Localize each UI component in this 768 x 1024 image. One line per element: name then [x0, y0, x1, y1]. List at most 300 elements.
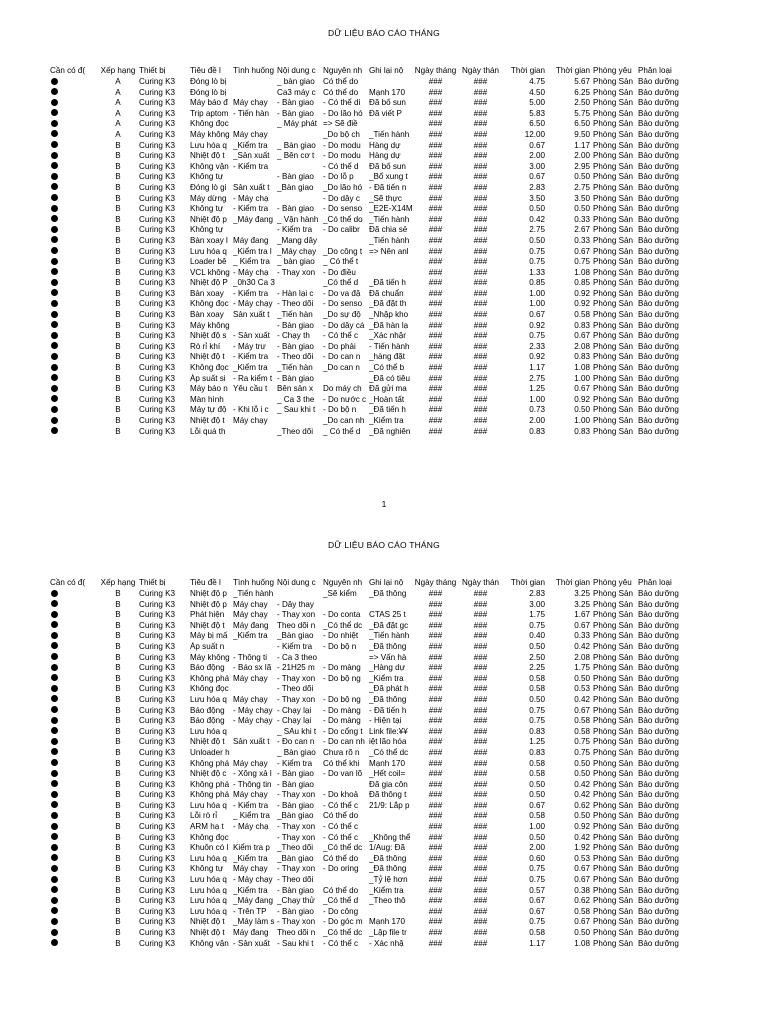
table-cell: Phòng Sản [593, 235, 634, 245]
table-header [50, 66, 722, 77]
bullet-cell [50, 215, 98, 226]
page-title: DỮ LIỆU BÁO CÁO THÁNG [328, 540, 440, 550]
table-cell: Phòng Sản [593, 917, 634, 927]
table-cell: - Máy chạy [233, 716, 273, 726]
bullet-icon [51, 78, 58, 85]
table-cell: ### [428, 363, 443, 373]
table-cell: Bảo dưỡng [638, 129, 679, 139]
table-cell: Phòng Sản [593, 843, 634, 853]
table-cell: Bảo dưỡng [638, 917, 679, 927]
table-cell: - Đã tiến h [369, 705, 407, 715]
table-cell: Curing K3 [139, 938, 175, 948]
rank-cell: B [115, 896, 121, 906]
table-cell: Phòng Sản [593, 652, 634, 662]
table-cell: Curing K3 [139, 599, 175, 609]
table-row [50, 151, 722, 162]
table-cell: _E2E-X14M [369, 204, 413, 214]
table-cell: _Theo dõi [277, 843, 313, 853]
table-cell: Bảo dưỡng [638, 267, 679, 277]
table-cell: ### [428, 416, 443, 425]
table-cell: 3.00 [529, 599, 545, 609]
table-cell: Phòng Sản [593, 875, 634, 885]
table-cell: _Đã phát h [369, 684, 409, 694]
table-cell: ### [428, 853, 443, 863]
bullet-icon [51, 717, 58, 724]
table-cell: Có thể khi [323, 758, 360, 768]
bullet-icon [51, 632, 58, 639]
table-cell: 0.67 [574, 875, 590, 885]
table-cell: Máy chạy [233, 694, 268, 704]
bullet-icon [51, 812, 58, 819]
table-cell: Bảo dưỡng [638, 384, 679, 394]
table-cell: ### [428, 320, 443, 330]
table-cell: 1.25 [529, 384, 545, 394]
table-cell: ### [428, 299, 443, 309]
table-cell: Bảo dưỡng [638, 87, 679, 97]
table-cell: Theo dõi n [277, 620, 316, 630]
table-cell: ### [473, 363, 488, 373]
table-cell: Máy chạy [233, 599, 268, 609]
table-cell: 3.00 [529, 161, 545, 171]
bullet-icon [51, 205, 58, 212]
bullet-cell [50, 257, 98, 268]
table-cell: 3.25 [574, 589, 590, 598]
bullet-icon [51, 321, 58, 328]
table-cell: ### [428, 620, 443, 630]
table-cell: 4.75 [529, 77, 545, 86]
table-cell: _Tiến hàn [277, 310, 313, 320]
table-cell: Phòng Sản [593, 225, 634, 235]
table-cell: Bảo dưỡng [638, 246, 679, 256]
table-cell: Máy báo n [190, 384, 228, 394]
bullet-icon [51, 854, 58, 861]
rank-cell: B [115, 363, 121, 373]
table-cell: ### [473, 320, 488, 330]
table-cell: 12.00 [524, 129, 545, 139]
table-cell: Bảo dưỡng [638, 853, 679, 863]
table-row [50, 88, 722, 99]
table-cell: _Do can nh [323, 416, 365, 425]
table-cell: ### [473, 151, 488, 161]
table-cell: 0.67 [529, 896, 545, 906]
table-cell: 2.83 [529, 182, 545, 192]
column-header: Ngày thán [462, 66, 499, 75]
table-cell: Lưu hóa q [190, 140, 227, 150]
table-cell: Trip aptom [190, 108, 229, 118]
bullet-cell [50, 204, 98, 215]
table-cell: 0.75 [529, 620, 545, 630]
table-cell: Phòng Sản [593, 151, 634, 161]
column-header: Cần có đ( [50, 578, 86, 587]
table-cell: - Máy chạ [233, 822, 269, 832]
table-cell: 4.50 [529, 87, 545, 97]
column-header: Phòng yêu [593, 66, 632, 75]
table-cell: - Chạy lại [277, 705, 312, 715]
table-cell: Bảo dưỡng [638, 673, 679, 683]
table-cell: 0.92 [574, 822, 590, 832]
table-cell: 1.17 [529, 363, 545, 373]
table-cell: 0.33 [574, 631, 590, 641]
table-cell: Nhiệt độ t [190, 917, 225, 927]
table-cell: ### [428, 716, 443, 726]
table-cell: ### [473, 235, 488, 245]
table-cell: Lưu hóa q [190, 875, 227, 885]
table-cell: 1.00 [529, 394, 545, 404]
table-cell: ### [473, 822, 488, 832]
table-cell: Bảo dưỡng [638, 278, 679, 288]
table-cell: 2.95 [574, 161, 590, 171]
table-cell: ### [473, 875, 488, 885]
table-cell: - Do bộ ng [323, 694, 361, 704]
rank-cell: B [115, 779, 121, 789]
table-cell: 0.58 [529, 673, 545, 683]
table-cell: 0.62 [574, 896, 590, 906]
rank-cell: B [115, 151, 121, 161]
table-cell: 0.50 [574, 204, 590, 214]
table-cell: 0.50 [529, 790, 545, 800]
table-cell: ### [473, 864, 488, 874]
table-cell: 0.83 [529, 726, 545, 736]
table-cell: Curing K3 [139, 663, 175, 673]
table-cell: Phòng Sản [593, 246, 634, 256]
table-cell: Sản xuất t [233, 182, 270, 192]
bullet-cell [50, 695, 98, 706]
table-cell: Bảo dưỡng [638, 363, 679, 373]
table-cell: Curing K3 [139, 694, 175, 704]
table-cell: - Có thể c [323, 822, 359, 832]
table-cell: 0.67 [529, 140, 545, 150]
table-cell: _ bàn giao [277, 77, 315, 86]
table-cell: ### [473, 108, 488, 118]
table-cell: Bảo dưỡng [638, 906, 679, 916]
table-cell: Không đọc [190, 119, 229, 129]
bullet-cell [50, 780, 98, 791]
table-cell: 5.67 [574, 77, 590, 86]
bullet-icon [51, 844, 58, 851]
column-header: Xếp hạng [100, 66, 136, 75]
table-cell: Phòng Sản [593, 257, 634, 267]
rank-cell: A [115, 108, 121, 118]
table-cell: Bảo dưỡng [638, 416, 679, 425]
table-cell: ### [428, 257, 443, 267]
table-cell: Bảo dưỡng [638, 747, 679, 757]
table-row [50, 610, 722, 621]
table-cell: Đã chia sẻ [369, 225, 408, 235]
rank-cell: B [115, 843, 121, 853]
bullet-cell [50, 790, 98, 801]
table-cell: Bảo dưỡng [638, 822, 679, 832]
rank-cell: B [115, 140, 121, 150]
table-cell: ### [428, 341, 443, 351]
table-cell: ### [428, 267, 443, 277]
bullet-cell [50, 395, 98, 406]
table-cell: Bảo dưỡng [638, 641, 679, 651]
rank-cell: B [115, 747, 121, 757]
table-cell: _Kiểm tra [233, 853, 268, 863]
table-cell: _Có thể d [323, 278, 359, 288]
table-cell: ### [428, 108, 443, 118]
table-cell: Curing K3 [139, 906, 175, 916]
table-cell: Curing K3 [139, 172, 175, 182]
table-cell: Lưu hóa q [190, 853, 227, 863]
table-cell: Phòng Sản [593, 214, 634, 224]
table-cell: Bảo dưỡng [638, 875, 679, 885]
table-cell: - Do nhiệt [323, 631, 359, 641]
table-cell: Áp suất si [190, 373, 226, 383]
table-cell: _ SAu khi t [277, 726, 317, 736]
table-cell: Curing K3 [139, 235, 175, 245]
table-cell: Curing K3 [139, 917, 175, 927]
rank-cell: B [115, 267, 121, 277]
table-cell: Có thể do [323, 885, 359, 895]
table-cell: _Có thể dc [323, 928, 363, 937]
bullet-icon [51, 886, 58, 893]
table-cell: 1.67 [574, 610, 590, 620]
table-row [50, 342, 722, 353]
table-cell: Đã gửi ma [369, 384, 407, 394]
table-cell: Curing K3 [139, 331, 175, 341]
table-row [50, 77, 722, 88]
bullet-icon [51, 611, 58, 618]
table-cell: _Đã thông [369, 589, 407, 598]
table-cell: _Do bộ ch [323, 129, 360, 139]
table-cell: Curing K3 [139, 352, 175, 362]
bullet-cell [50, 363, 98, 374]
table-cell: Phòng Sản [593, 663, 634, 673]
table-cell: ### [428, 811, 443, 821]
table-cell: - Xác nhậ [369, 938, 404, 948]
table-cell: Theo dõi n [277, 928, 316, 937]
table-cell: => Vấn hà [369, 652, 407, 662]
table-row [50, 589, 722, 600]
column-header: Ngày tháng [414, 66, 457, 75]
table-cell: ### [473, 405, 488, 415]
table-cell: _Hoàn tất [369, 394, 405, 404]
bullet-icon [51, 695, 58, 702]
bullet-icon [51, 194, 58, 201]
table-cell: - Do oring [323, 864, 359, 874]
table-cell: ### [473, 896, 488, 906]
bullet-cell [50, 130, 98, 141]
table-row [50, 854, 722, 865]
table-cell: _Có thể dc [369, 747, 409, 757]
table-cell: Curing K3 [139, 320, 175, 330]
table-cell: 0.50 [529, 779, 545, 789]
table-row [50, 257, 722, 268]
rank-cell: B [115, 663, 121, 673]
table-cell: Báo động [190, 716, 225, 726]
table-row [50, 716, 722, 727]
table-cell: Curing K3 [139, 193, 175, 203]
table-cell: Khuôn có l [190, 843, 229, 853]
table-cell: Curing K3 [139, 98, 175, 108]
table-cell: Phòng Sản [593, 864, 634, 874]
table-cell: Curing K3 [139, 77, 175, 86]
table-cell: Phòng Sản [593, 726, 634, 736]
column-header: Nội dung c [277, 66, 316, 75]
table-row [50, 172, 722, 183]
table-row [50, 363, 722, 374]
table-cell: Phòng Sản [593, 694, 634, 704]
table-cell: ### [428, 875, 443, 885]
table-cell: Bảo dưỡng [638, 172, 679, 182]
table-cell: Bảo dưỡng [638, 896, 679, 906]
bullet-cell [50, 109, 98, 120]
table-cell: ### [473, 652, 488, 662]
bullet-cell [50, 236, 98, 247]
table-cell: ### [428, 278, 443, 288]
table-row [50, 194, 722, 205]
table-row [50, 886, 722, 897]
rank-cell: B [115, 694, 121, 704]
table-cell: Phòng Sản [593, 193, 634, 203]
rank-cell: B [115, 938, 121, 948]
table-cell: 0.50 [529, 832, 545, 842]
table-cell: - Xông xả l [233, 769, 272, 779]
table-cell: Phòng Sản [593, 631, 634, 641]
table-cell: Lỗi quá th [190, 426, 226, 436]
table-cell: ### [428, 331, 443, 341]
table-cell: _Hết coil= [369, 769, 406, 779]
table-cell: Curing K3 [139, 225, 175, 235]
table-cell: _ Có thể t [323, 257, 359, 267]
table-cell: Bảo dưỡng [638, 341, 679, 351]
table-cell: Không phá [190, 779, 230, 789]
table-cell: _Tiến hành [369, 631, 410, 641]
table-cell: - Do calibr [323, 225, 360, 235]
bullet-cell [50, 416, 98, 427]
table-row [50, 843, 722, 854]
table-cell: 1.08 [574, 267, 590, 277]
table-cell: _hàng đặt [369, 352, 406, 362]
table-cell: Đóng lò bị [190, 87, 227, 97]
table-cell: Curing K3 [139, 928, 175, 937]
report-sheet [50, 66, 722, 437]
table-cell: ### [428, 151, 443, 161]
table-cell: 0.58 [529, 811, 545, 821]
table-cell: _Có thể dc [323, 843, 363, 853]
table-row [50, 621, 722, 632]
table-cell: Bảo dưỡng [638, 737, 679, 747]
rank-cell: B [115, 652, 121, 662]
bullet-icon [51, 311, 58, 318]
table-cell: ### [473, 310, 488, 320]
table-cell: Áp suất n [190, 641, 225, 651]
rank-cell: B [115, 416, 121, 425]
table-cell: - Máy chạ [233, 193, 269, 203]
table-cell: _Kiểm tra [369, 416, 404, 425]
table-cell: - Do bộ n [323, 405, 357, 415]
table-cell: - Thông ti [233, 652, 268, 662]
bullet-cell [50, 183, 98, 194]
table-cell: - Bàn giao [277, 769, 314, 779]
table-cell: 0.83 [529, 747, 545, 757]
table-cell: ### [473, 278, 488, 288]
table-cell: _Nhập kho [369, 310, 409, 320]
bullet-icon [51, 247, 58, 254]
table-cell: - Máy chạ [233, 267, 269, 277]
table-cell: Ca3 máy c [277, 87, 316, 97]
table-cell: Bảo dưỡng [638, 108, 679, 118]
table-cell: Curing K3 [139, 716, 175, 726]
bullet-icon [51, 289, 58, 296]
table-cell: 0.75 [529, 864, 545, 874]
table-cell: 2.00 [529, 416, 545, 425]
table-cell: 0.50 [574, 758, 590, 768]
table-cell: Bảo dưỡng [638, 257, 679, 267]
table-cell: _Đã hàn lạ [369, 320, 409, 330]
table-cell: - Máy chạy [233, 875, 273, 885]
table-cell: - Do senso [323, 299, 363, 309]
table-cell: Curing K3 [139, 182, 175, 192]
table-cell: 1.92 [574, 843, 590, 853]
table-cell: ### [428, 610, 443, 620]
bullet-cell [50, 684, 98, 695]
rank-cell: B [115, 705, 121, 715]
table-cell: Bảo dưỡng [638, 790, 679, 800]
table-cell: 0.67 [574, 917, 590, 927]
table-cell: Bảo dưỡng [638, 151, 679, 161]
table-cell: Máy chạy [233, 98, 268, 108]
table-cell: _ Bàn giao [277, 140, 316, 150]
table-row [50, 907, 722, 918]
table-cell: ### [428, 790, 443, 800]
table-cell: Curing K3 [139, 822, 175, 832]
table-cell: Phát hiện [190, 610, 225, 620]
table-cell: Đã gia côn [369, 779, 408, 789]
rank-cell: B [115, 299, 121, 309]
table-cell: ### [428, 119, 443, 129]
rank-cell: A [115, 119, 121, 129]
table-cell: ### [473, 288, 488, 298]
table-cell: Đóng lò bị [190, 77, 227, 86]
table-cell: 1.17 [574, 140, 590, 150]
table-cell: Lưu hóa q [190, 896, 227, 906]
table-cell: ### [428, 310, 443, 320]
table-cell: _Có thể b [369, 363, 405, 373]
table-cell: - Do can nh [323, 737, 365, 747]
table-cell: Nhiệt độ p [190, 214, 227, 224]
table-cell: - Kiểm tra [233, 288, 269, 298]
table-row [50, 204, 722, 215]
table-cell: - Kiểm tra [233, 204, 269, 214]
table-cell: - Tiến hàn [233, 108, 269, 118]
rank-cell: B [115, 161, 121, 171]
table-cell: Curing K3 [139, 119, 175, 129]
table-cell: Phòng Sản [593, 610, 634, 620]
table-cell: Không vận [190, 161, 229, 171]
table-cell: ### [473, 641, 488, 651]
table-cell: ### [428, 663, 443, 673]
table-cell: ### [428, 769, 443, 779]
bullet-cell [50, 843, 98, 854]
table-cell: Curing K3 [139, 885, 175, 895]
table-cell: ### [473, 589, 488, 598]
table-cell: Phòng Sản [593, 716, 634, 726]
table-cell: ### [428, 384, 443, 394]
table-row [50, 247, 722, 258]
table-cell: 0.67 [574, 705, 590, 715]
table-cell: Chưa rõ n [323, 747, 360, 757]
table-cell: Curing K3 [139, 800, 175, 810]
table-cell: Lưu hóa q [190, 906, 227, 916]
table-cell: Mạnh 170 [369, 87, 405, 97]
table-cell: ### [473, 373, 488, 383]
table-row [50, 162, 722, 173]
bullet-icon [51, 427, 58, 434]
table-cell: _Đã thông [369, 864, 407, 874]
table-cell: Báo động [190, 705, 225, 715]
